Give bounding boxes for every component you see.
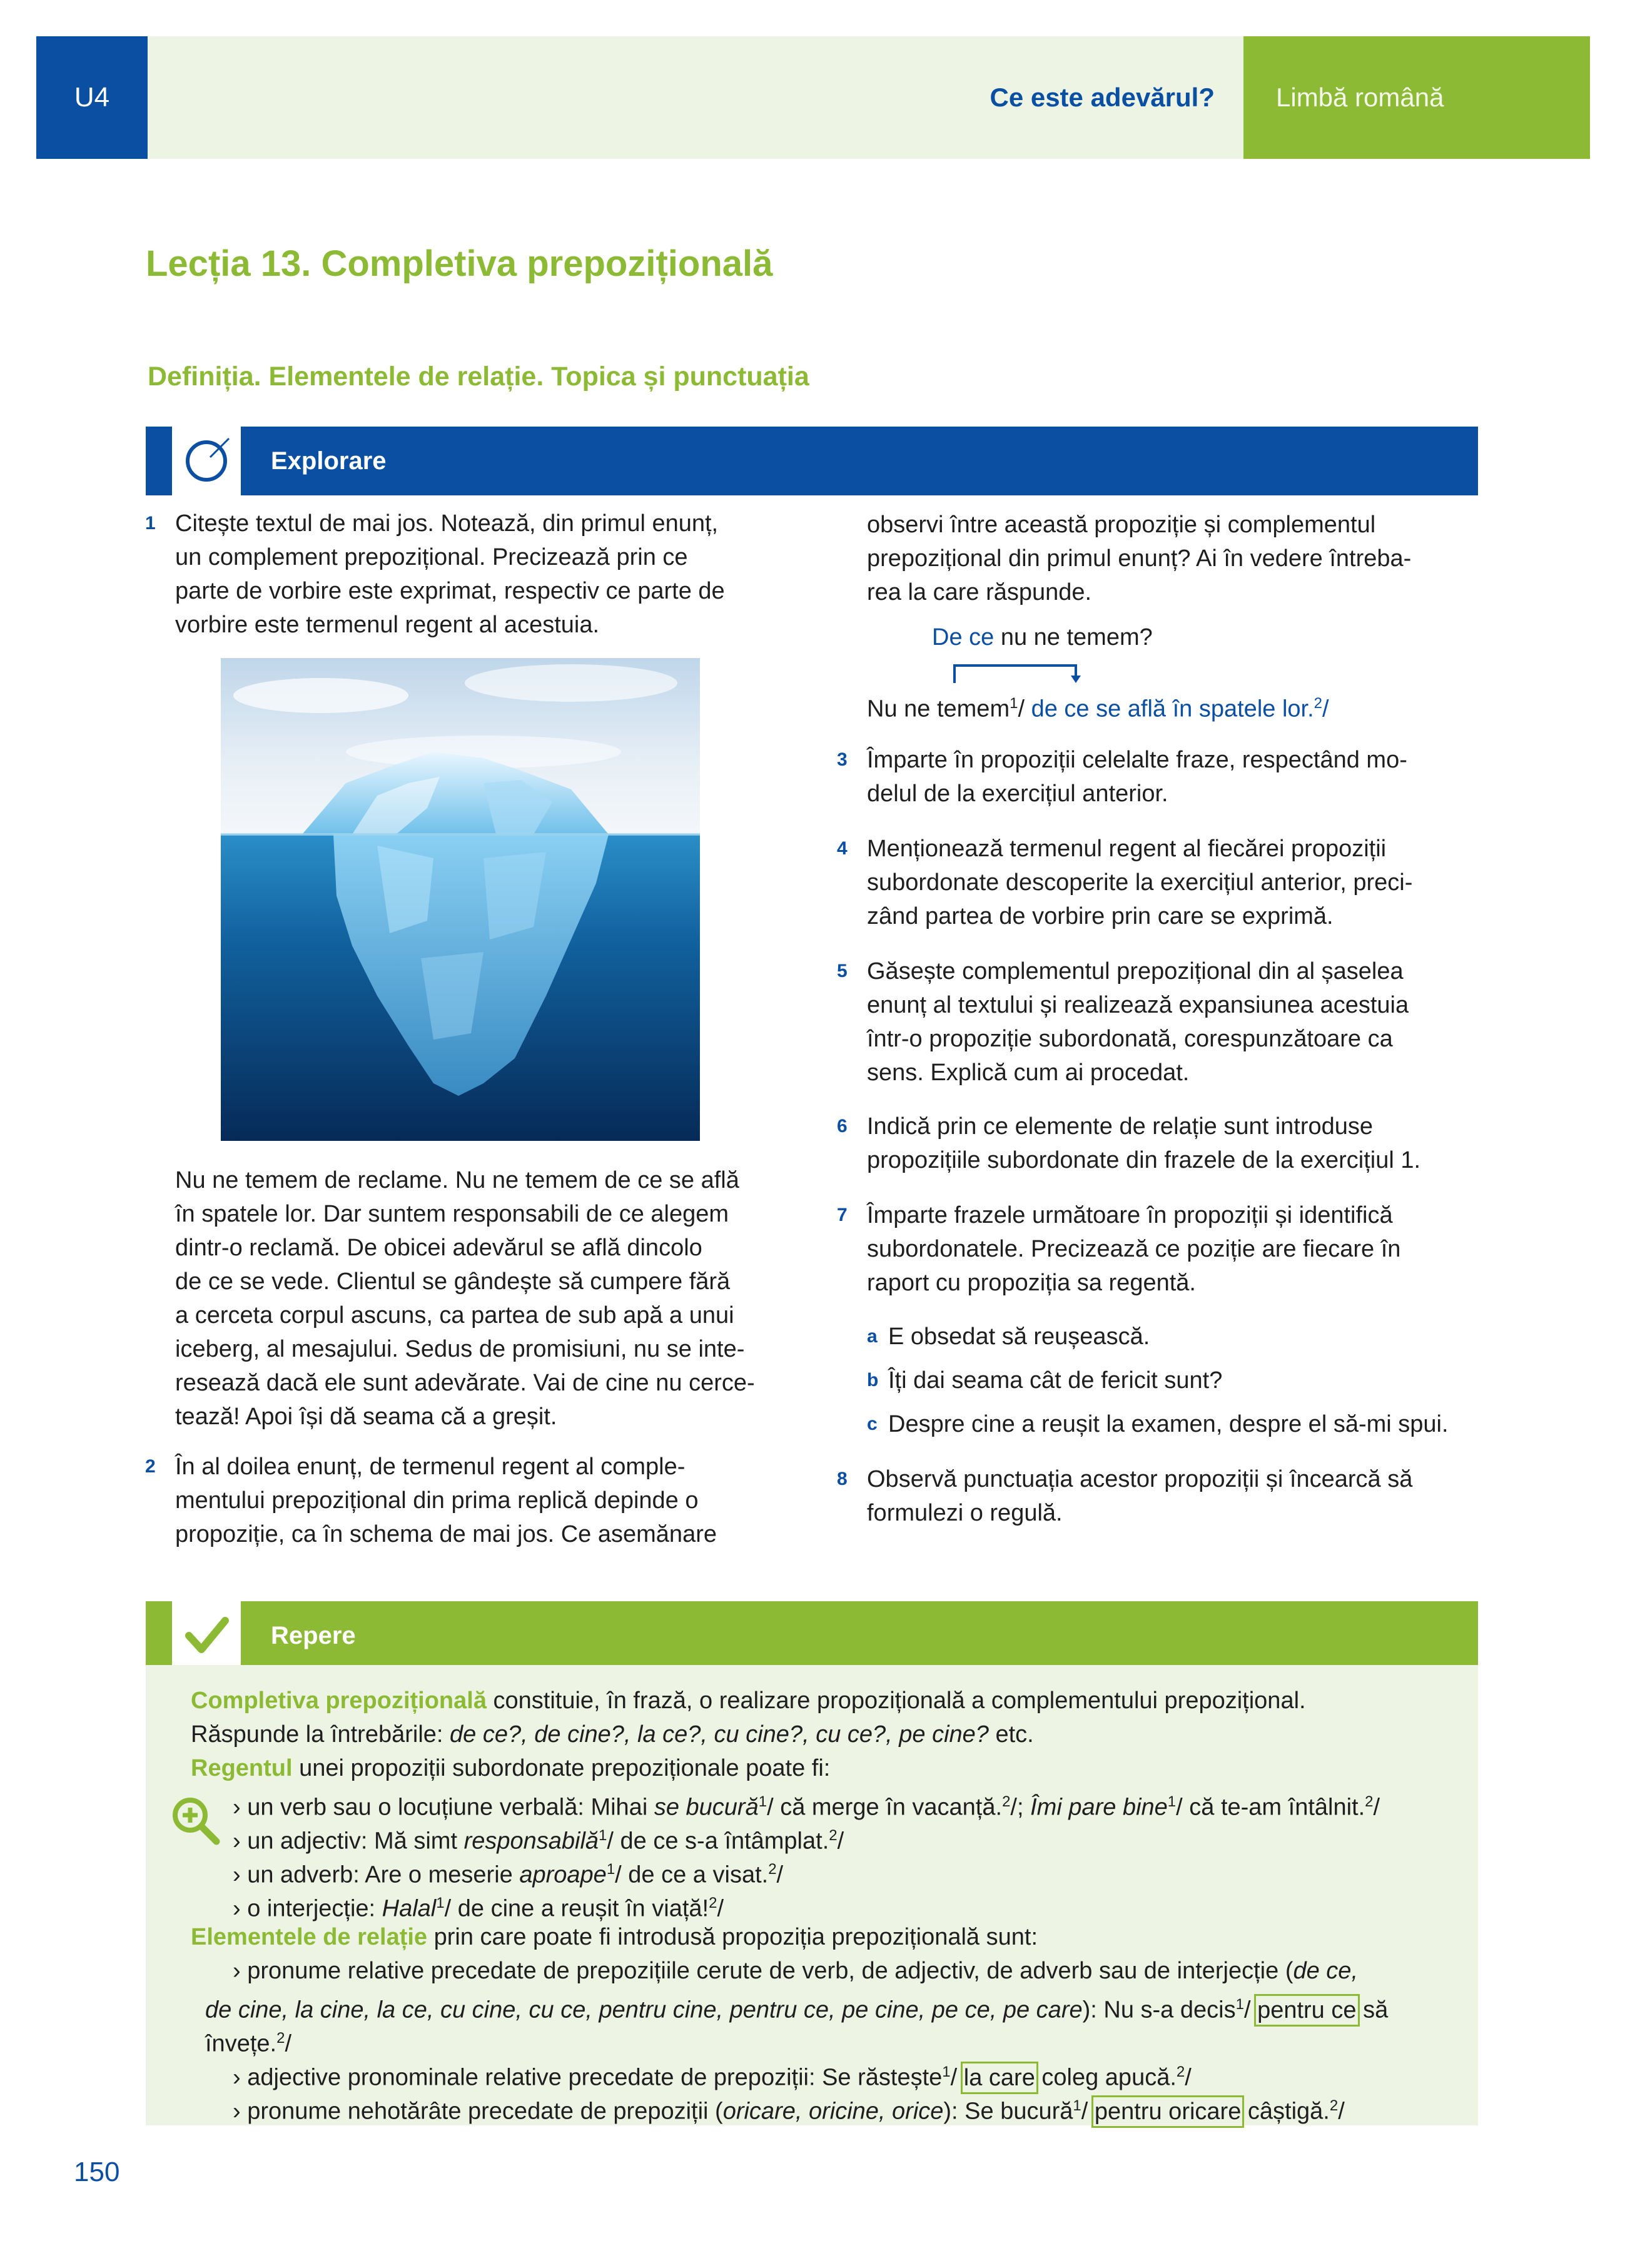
- explorare-banner: [146, 427, 1478, 495]
- exercise-number: 3: [837, 749, 848, 770]
- term: Regentul: [191, 1755, 293, 1781]
- unit-label: U4: [36, 36, 148, 159]
- text-line: zând partea de vorbire prin care se exprimă.: [867, 903, 1334, 929]
- questions: de ce?, de cine?, la ce?, cu cine?, cu ce?, pe cine?: [450, 1721, 989, 1748]
- repere-bullet: › un adverb: Are o meserie aproape$^1$/ de ce a visat.$^2$/: [233, 1861, 784, 1888]
- text-line: formulezi o regulă.: [867, 1500, 1063, 1526]
- separator: /: [1018, 696, 1031, 722]
- text-line: Împarte frazele următoare în propoziții și identifică: [867, 1202, 1393, 1228]
- relation-element: la care: [963, 2064, 1035, 2091]
- exercise-number: 8: [837, 1469, 848, 1489]
- separator: /: [1322, 696, 1329, 722]
- text-line: resează dacă ele sunt adevărate. Vai de cine nu cerce-: [175, 1370, 755, 1396]
- subject-label: Limbă română: [1243, 36, 1590, 159]
- text-line: propoziție, ca în schema de mai jos. Ce asemănare: [175, 1521, 717, 1547]
- repere-line: [191, 1718, 1034, 1751]
- exercise-number: 2: [145, 1456, 156, 1477]
- exercise-number: 6: [837, 1116, 848, 1137]
- text-line: raport cu propoziția sa regentă.: [867, 1270, 1196, 1296]
- item-text: Despre cine a reușit la examen, despre el să-mi spui.: [888, 1411, 1449, 1437]
- text-line: subordonatele. Precizează ce poziție are fiecare în: [867, 1236, 1401, 1262]
- item-text: E obsedat să reușească.: [888, 1324, 1150, 1350]
- exercise-7: [837, 1198, 1477, 1300]
- text-line: mentului prepozițional din prima replică depinde o: [175, 1487, 699, 1514]
- repere-bullet-cont: de cine, la cine, la ce, cu cine, cu ce, pentru cine, pentru ce, pe cine, pe ce, pe care): Nu s-a decis$^1$/ pentru ce să: [205, 1996, 1389, 2023]
- relation-element: pentru oricare: [1094, 2098, 1242, 2125]
- text: prin care poate fi introdusă propoziția prepozițională sunt:: [427, 1924, 1038, 1950]
- text: etc.: [988, 1721, 1034, 1748]
- repere-bullet: › un adjectiv: Mă simt responsabilă$^1$/ de ce s-a întâmplat.$^2$/: [233, 1827, 844, 1855]
- text-line: În al doilea enunț, de termenul regent al comple-: [175, 1454, 686, 1480]
- text-line: dintr-o reclamă. De obicei adevărul se află dincolo: [175, 1235, 702, 1261]
- exercise-3: [837, 743, 1477, 811]
- text-line: parte de vorbire este exprimat, respectiv ce parte de: [175, 578, 725, 604]
- scheme-sub-clause: de ce se află în spatele lor.: [1031, 696, 1314, 722]
- item-letter: b: [867, 1370, 879, 1390]
- text-line: de ce se vede. Clientul se gândește să cumpere fără: [175, 1268, 731, 1295]
- repere-title: Repere: [271, 1622, 356, 1649]
- text-line: Observă punctuația acestor propoziții și încearcă să: [867, 1466, 1413, 1492]
- superscript: 1: [1010, 695, 1018, 712]
- text-line: Împarte în propoziții celelalte fraze, respectând mo-: [867, 747, 1407, 773]
- exercise-8: [837, 1462, 1477, 1530]
- exercise-7-item: [867, 1407, 1449, 1441]
- scheme-arrow-icon: [951, 661, 1088, 689]
- exercise-number: 5: [837, 961, 848, 981]
- scheme-question-text: nu ne temem?: [994, 624, 1153, 651]
- section-subtitle: Definiția. Elementele de relație. Topica și punctuația: [148, 362, 809, 392]
- text-line: Găsește complementul prepozițional din al șaselea: [867, 958, 1404, 985]
- text-line: într-o propoziție subordonată, corespunzătoare ca: [867, 1026, 1393, 1052]
- header-topic: Ce este adevărul?: [990, 83, 1215, 112]
- repere-bullet: › un verb sau o locuțiune verbală: Mihai se bucură$^1$/ că merge în vacanță.$^2$/; Îmi pare bine$^1$/ că te-am întâlnit.$^2$/: [233, 1793, 1380, 1821]
- text-line: a cerceta corpul ascuns, ca partea de sub apă a unui: [175, 1302, 734, 1329]
- text-line: observi între această propoziție și complementul: [867, 512, 1376, 538]
- text-line: un complement prepozițional. Precizează prin ce: [175, 544, 688, 570]
- text-line: rea la care răspunde.: [867, 579, 1092, 605]
- text-line: Nu ne temem de reclame. Nu ne temem de ce se află: [175, 1167, 739, 1193]
- exercise-6: [837, 1110, 1477, 1177]
- compass-icon: [172, 427, 241, 495]
- exercise-7-item: [867, 1320, 1150, 1354]
- page-number: 150: [74, 2157, 120, 2187]
- text-line: Indică prin ce elemente de relație sunt introduse: [867, 1113, 1374, 1140]
- repere-bullet: › adjective pronominale relative precedate de prepoziții: Se răstește$^1$/ la care coleg apucă.$^2$/: [233, 2063, 1192, 2091]
- exercise-4: [837, 832, 1477, 933]
- scheme-main-clause: Nu ne temem: [867, 696, 1010, 722]
- text-line: Menționează termenul regent al fiecărei propoziții: [867, 836, 1387, 862]
- lesson-title: Lecția 13. Completiva prepozițională: [146, 243, 773, 284]
- term: Completiva prepozițională: [191, 1688, 487, 1714]
- item-letter: a: [867, 1326, 878, 1347]
- repere-bullet: › o interjecție: Halal$^1$/ de cine a reușit în viață!$^2$/: [233, 1895, 724, 1922]
- repere-line: [191, 1920, 1038, 1954]
- exercise-1: [145, 507, 783, 642]
- repere-line: [191, 1751, 830, 1785]
- item-text: Îți dai seama cât de fericit sunt?: [888, 1367, 1223, 1394]
- superscript: 2: [1314, 695, 1323, 712]
- text: Răspunde la întrebările:: [191, 1721, 450, 1748]
- iceberg-image: [221, 658, 700, 1141]
- exercise-5: [837, 954, 1477, 1090]
- text-line: subordonate descoperite la exercițiul anterior, preci-: [867, 869, 1413, 896]
- repere-bullet-cont: învețe.$^2$/: [205, 2030, 291, 2057]
- scheme-question: [932, 620, 1153, 654]
- text-line: sens. Explică cum ai procedat.: [867, 1060, 1190, 1086]
- exercise-7-item: [867, 1364, 1223, 1397]
- text: constituie, în frază, o realizare propozițională a complementului prepozițional.: [486, 1688, 1306, 1714]
- repere-bullet: › pronume relative precedate de prepozițiile cerute de verb, de adjectiv, de adverb sau de interjecție (de ce,: [233, 1958, 1359, 1984]
- repere-line: [191, 1684, 1306, 1718]
- text-line: Citește textul de mai jos. Notează, din primul enunț,: [175, 510, 719, 537]
- text-line: tează! Apoi își dă seama că a greșit.: [175, 1404, 557, 1430]
- scheme-question-word: De ce: [932, 624, 995, 651]
- text-line: propozițiile subordonate din frazele de la exercițiul 1.: [867, 1147, 1421, 1173]
- repere-banner: [146, 1601, 1478, 1670]
- text-line: iceberg, al mesajului. Sedus de promisiuni, nu se inte-: [175, 1336, 745, 1362]
- text-line: enunț al textului și realizează expansiunea acestuia: [867, 992, 1409, 1018]
- exercise-2-continued: [867, 508, 1477, 609]
- zoom-in-icon: [169, 1794, 221, 1850]
- text-passage: [175, 1163, 783, 1434]
- exercise-number: 1: [145, 513, 156, 534]
- text-line: vorbire este termenul regent al acestuia.: [175, 612, 600, 638]
- item-letter: c: [867, 1414, 878, 1434]
- checkmark-icon: [172, 1601, 241, 1670]
- text-line: în spatele lor. Dar suntem responsabili de ce alegem: [175, 1201, 729, 1227]
- text: unei propoziții subordonate prepoziționale poate fi:: [292, 1755, 831, 1781]
- text-line: delul de la exercițiul anterior.: [867, 781, 1168, 807]
- exercise-number: 7: [837, 1205, 848, 1225]
- relation-element: pentru ce: [1257, 1997, 1357, 2023]
- text-line: prepozițional din primul enunț? Ai în vedere întreba-: [867, 545, 1412, 572]
- exercise-number: 4: [837, 838, 848, 859]
- explorare-title: Explorare: [271, 447, 387, 475]
- scheme-sentence: [867, 687, 1329, 726]
- term: Elementele de relație: [191, 1924, 428, 1950]
- repere-bullet: › pronume nehotărâte precedate de prepoziții (oricare, oricine, orice): Se bucură$^1$/ pentru oricare câștigă.$^2$/: [233, 2097, 1345, 2125]
- exercise-2: [145, 1450, 783, 1551]
